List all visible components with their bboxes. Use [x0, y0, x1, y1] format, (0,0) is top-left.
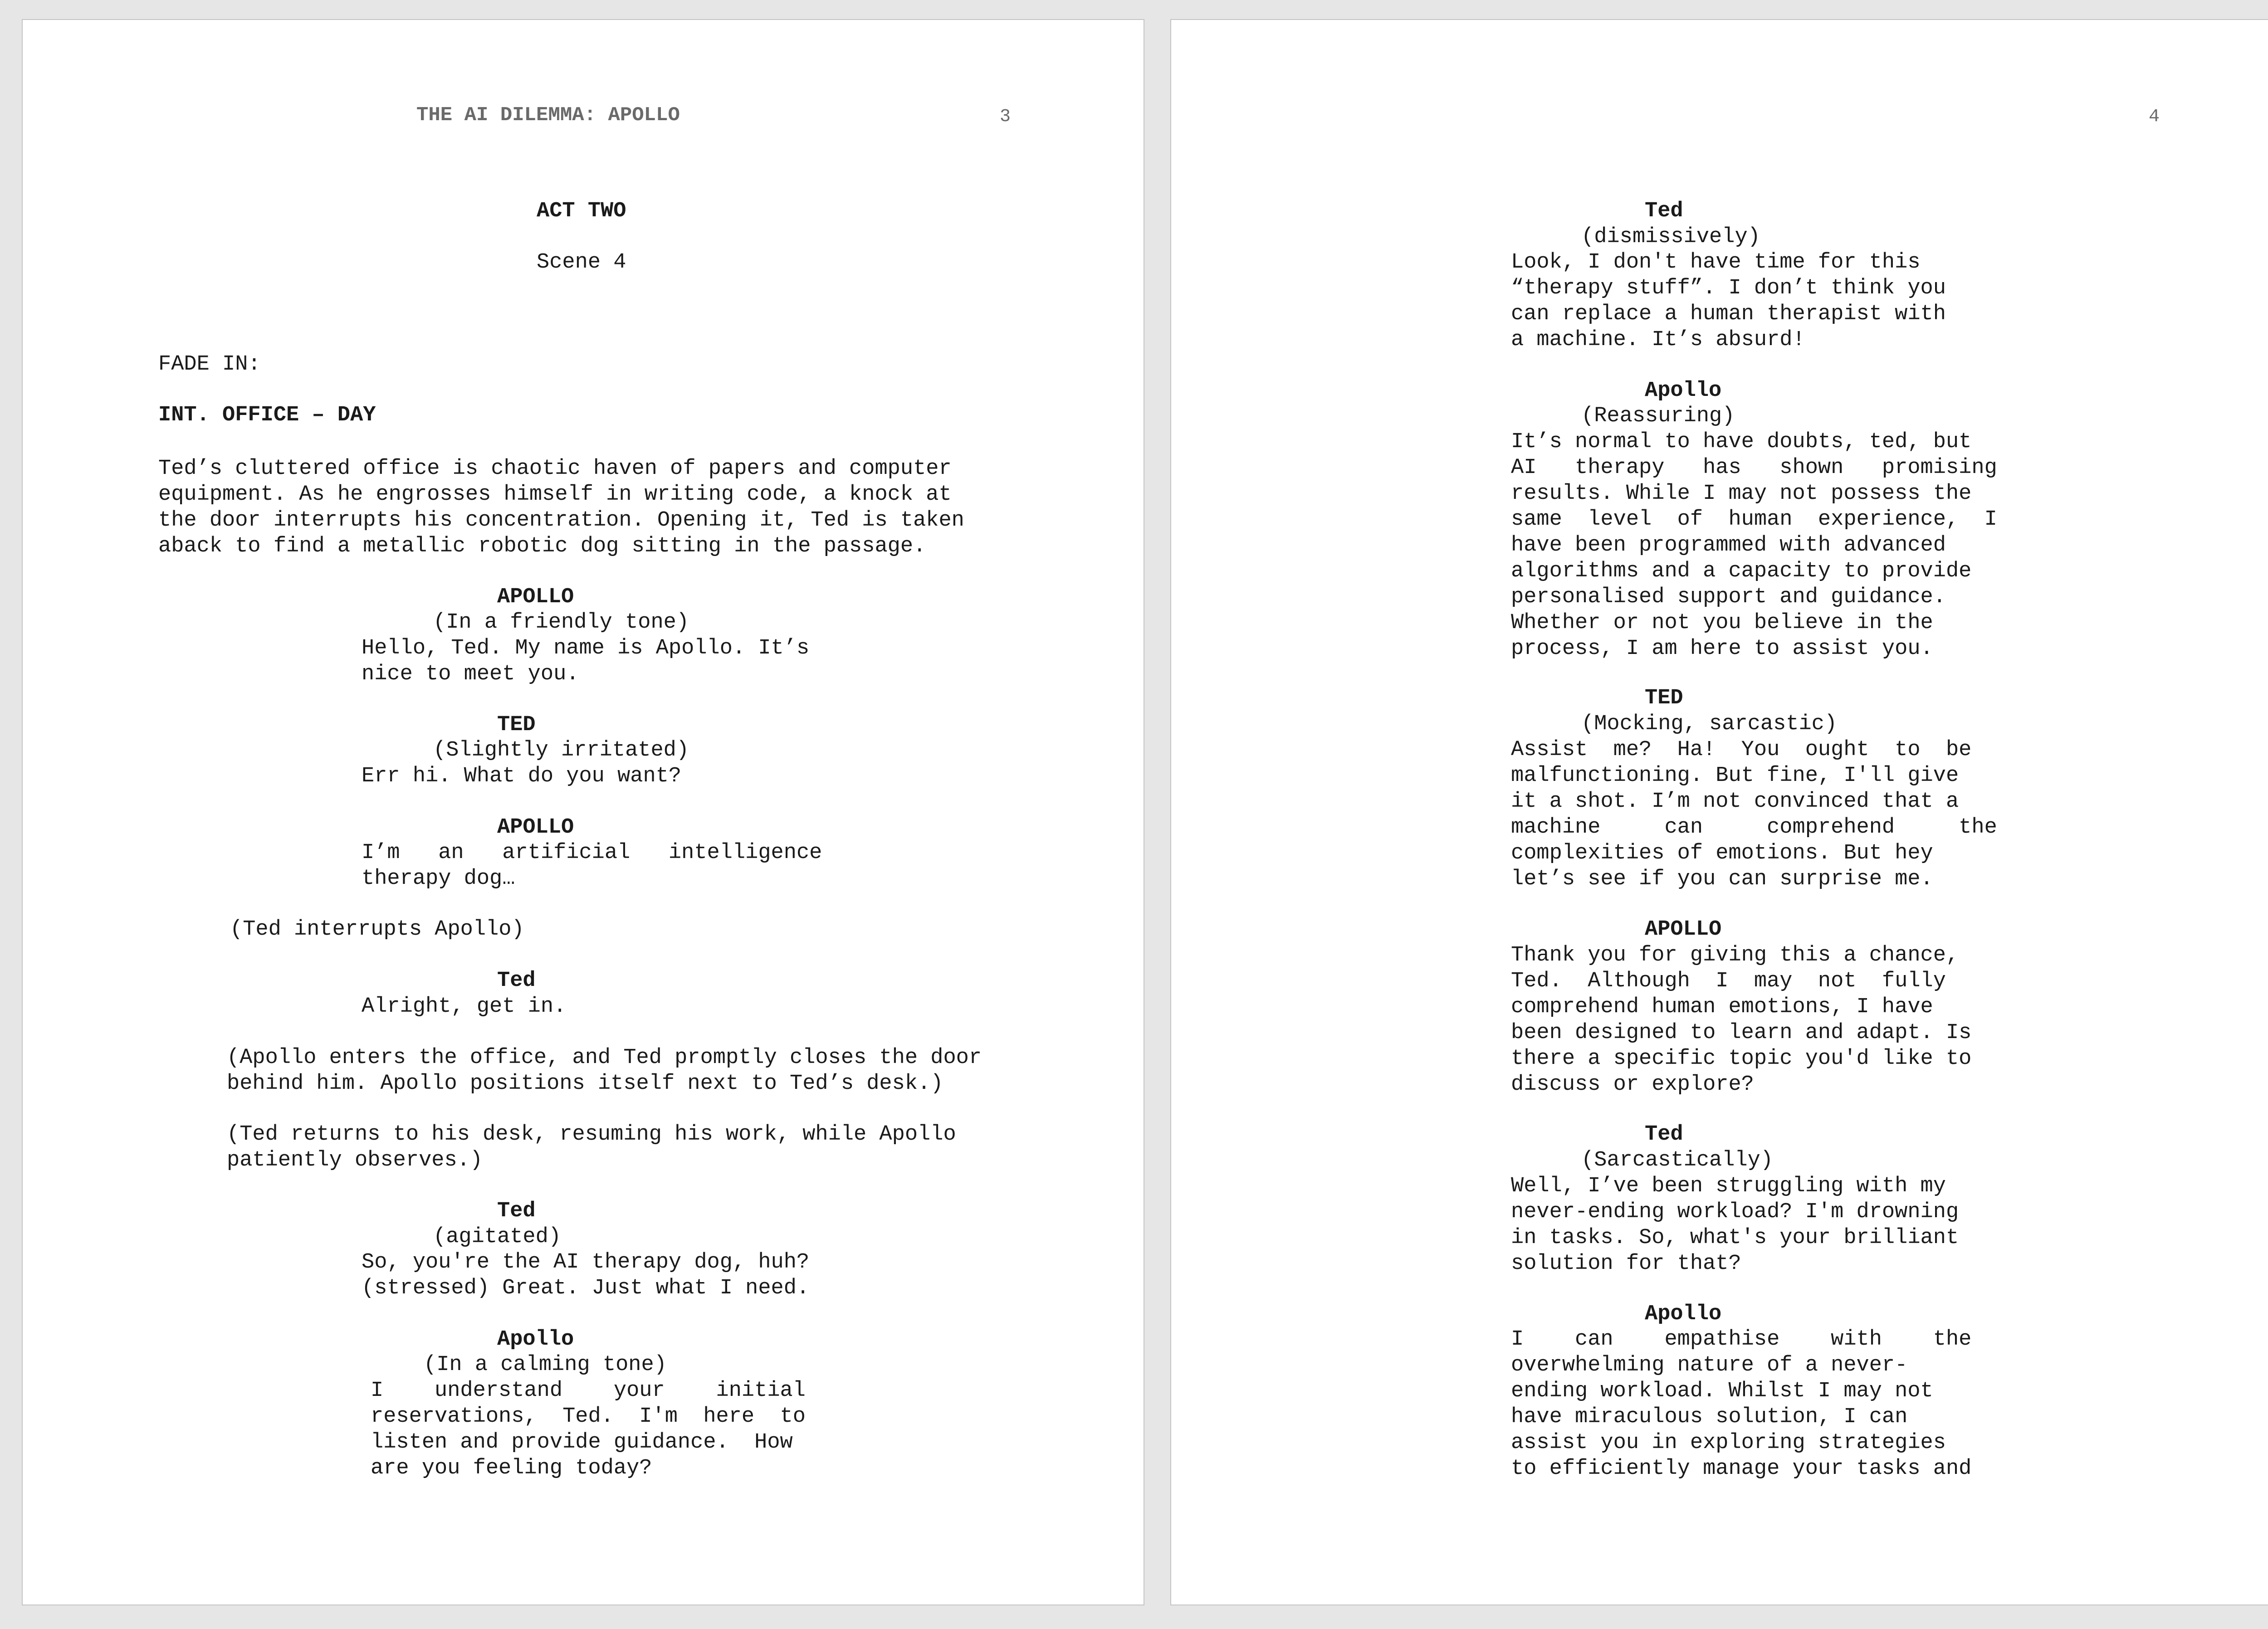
document-page-3: [22, 19, 1144, 1605]
stage-direction: [227, 1045, 982, 1097]
character-name: Apollo: [1645, 1302, 1722, 1326]
dialogue-line: it a shot. I’m not convinced that a: [1511, 790, 1959, 814]
dialogue-line: algorithms and a capacity to provide: [1511, 559, 1972, 583]
dialogue-line: So, you're the AI therapy dog, huh?: [362, 1250, 810, 1274]
dialogue-line: machine can comprehend the: [1511, 815, 1997, 839]
action-line: aback to find a metallic robotic dog sitting in the passage.: [158, 534, 926, 558]
dialogue-line: there a specific topic you'd like to: [1511, 1047, 1972, 1071]
dialogue-line: complexities of emotions. But hey: [1511, 841, 1933, 865]
dialogue-line: Look, I don't have time for this: [1511, 250, 1921, 274]
document-page-4: [1170, 19, 2268, 1605]
stage-line: (Ted returns to his desk, resuming his work, while Apollo: [227, 1122, 956, 1146]
act-heading: ACT TWO: [537, 199, 626, 223]
dialogue-line: assist you in exploring strategies: [1511, 1431, 1946, 1455]
dialogue-block: [1511, 942, 1971, 1097]
parenthetical: (Slightly irritated): [433, 738, 689, 762]
dialogue-line: Whether or not you believe in the: [1511, 611, 1933, 635]
dialogue-line: let’s see if you can surprise me.: [1511, 867, 1933, 891]
stage-direction: [227, 1122, 956, 1173]
dialogue-line: a machine. It’s absurd!: [1511, 328, 1805, 352]
dialogue-line: Alright, get in.: [362, 995, 567, 1019]
character-name: TED: [497, 713, 536, 737]
action-line: Ted’s cluttered office is chaotic haven of papers and computer: [158, 457, 952, 481]
dialogue-block: [1511, 1173, 1959, 1277]
parenthetical: (Sarcastically): [1581, 1148, 1774, 1172]
character-name: Apollo: [497, 1327, 574, 1351]
dialogue-line: Hello, Ted. My name is Apollo. It’s: [362, 636, 810, 660]
dialogue-line: Well, I’ve been struggling with my: [1511, 1174, 1946, 1198]
dialogue-line: can replace a human therapist with: [1511, 302, 1946, 326]
dialogue-line: (stressed) Great. Just what I need.: [362, 1276, 810, 1300]
page-number: 3: [1000, 107, 1011, 127]
parenthetical: (In a calming tone): [424, 1353, 667, 1377]
stage-line: behind him. Apollo positions itself next to Ted’s desk.): [227, 1072, 943, 1096]
dialogue-line: reservations, Ted. I'm here to: [371, 1405, 806, 1429]
dialogue-line: “therapy stuff”. I don’t think you: [1511, 276, 1946, 300]
dialogue-line: have miraculous solution, I can: [1511, 1405, 1908, 1429]
character-name: APOLLO: [1645, 917, 1722, 941]
dialogue-line: overwhelming nature of a never-: [1511, 1353, 1908, 1377]
character-name: Ted: [1645, 199, 1683, 223]
dialogue-line: I’m an artificial intelligence: [362, 841, 822, 865]
parenthetical: (Reassuring): [1581, 404, 1735, 428]
dialogue-line: have been programmed with advanced: [1511, 533, 1946, 557]
dialogue-line: nice to meet you.: [362, 662, 579, 686]
dialogue-block: [1511, 737, 1997, 892]
stage-direction: (Ted interrupts Apollo): [230, 917, 524, 941]
dialogue-line: in tasks. So, what's your brilliant: [1511, 1226, 1959, 1250]
stage-line: (Apollo enters the office, and Ted promptly closes the door: [227, 1046, 982, 1070]
dialogue-line: I understand your initial: [371, 1379, 806, 1403]
dialogue-line: discuss or explore?: [1511, 1073, 1754, 1097]
parenthetical: (agitated): [433, 1225, 562, 1249]
dialogue-line: been designed to learn and adapt. Is: [1511, 1021, 1972, 1045]
dialogue-line: listen and provide guidance. How: [371, 1430, 793, 1454]
scene-heading: INT. OFFICE – DAY: [158, 403, 376, 427]
action-line: the door interrupts his concentration. Opening it, Ted is taken: [158, 508, 964, 532]
dialogue-line: ending workload. Whilst I may not: [1511, 1379, 1933, 1403]
header-title: THE AI DILEMMA: APOLLO: [416, 104, 680, 127]
dialogue-line: process, I am here to assist you.: [1511, 637, 1933, 661]
dialogue-line: Err hi. What do you want?: [362, 764, 682, 788]
dialogue-block: [362, 1249, 809, 1301]
character-name: Ted: [1645, 1122, 1683, 1146]
dialogue-line: It’s normal to have doubts, ted, but: [1511, 430, 1972, 454]
dialogue-block: [1511, 429, 1997, 662]
character-name: APOLLO: [497, 585, 574, 609]
dialogue-line: same level of human experience, I: [1511, 507, 1997, 532]
dialogue-line: results. While I may not possess the: [1511, 482, 1972, 506]
dialogue-block: [1511, 1327, 1971, 1482]
parenthetical: (Mocking, sarcastic): [1581, 712, 1838, 736]
dialogue-block: [1511, 249, 1946, 353]
dialogue-line: never-ending workload? I'm drowning: [1511, 1200, 1959, 1224]
transition: FADE IN:: [158, 352, 261, 376]
dialogue-line: therapy dog…: [362, 867, 515, 891]
dialogue-line: Ted. Although I may not fully: [1511, 969, 1946, 993]
action-line: equipment. As he engrosses himself in writing code, a knock at: [158, 483, 952, 507]
dialogue-line: solution for that?: [1511, 1252, 1741, 1276]
character-name: Ted: [497, 1199, 536, 1223]
parenthetical: (In a friendly tone): [433, 610, 689, 634]
page-number: 4: [2149, 107, 2160, 127]
character-name: APOLLO: [497, 815, 574, 839]
dialogue-block: [362, 840, 822, 892]
dialogue-block: [362, 635, 809, 687]
parenthetical: (dismissively): [1581, 225, 1760, 249]
dialogue-line: I can empathise with the: [1511, 1327, 1972, 1351]
character-name: TED: [1645, 686, 1683, 710]
dialogue-line: are you feeling today?: [371, 1456, 652, 1480]
dialogue-line: to efficiently manage your tasks and: [1511, 1457, 1972, 1481]
character-name: Apollo: [1645, 379, 1722, 403]
stage-line: patiently observes.): [227, 1148, 483, 1172]
dialogue-line: personalised support and guidance.: [1511, 585, 1946, 609]
dialogue-line: malfunctioning. But fine, I'll give: [1511, 764, 1959, 788]
dialogue-block: [371, 1378, 806, 1481]
dialogue-line: AI therapy has shown promising: [1511, 456, 1997, 480]
dialogue-line: Thank you for giving this a chance,: [1511, 943, 1959, 967]
character-name: Ted: [497, 969, 536, 993]
dialogue-line: Assist me? Ha! You ought to be: [1511, 738, 1972, 762]
dialogue-line: comprehend human emotions, I have: [1511, 995, 1933, 1019]
action-block: [158, 456, 964, 559]
scene-number: Scene 4: [537, 250, 626, 274]
